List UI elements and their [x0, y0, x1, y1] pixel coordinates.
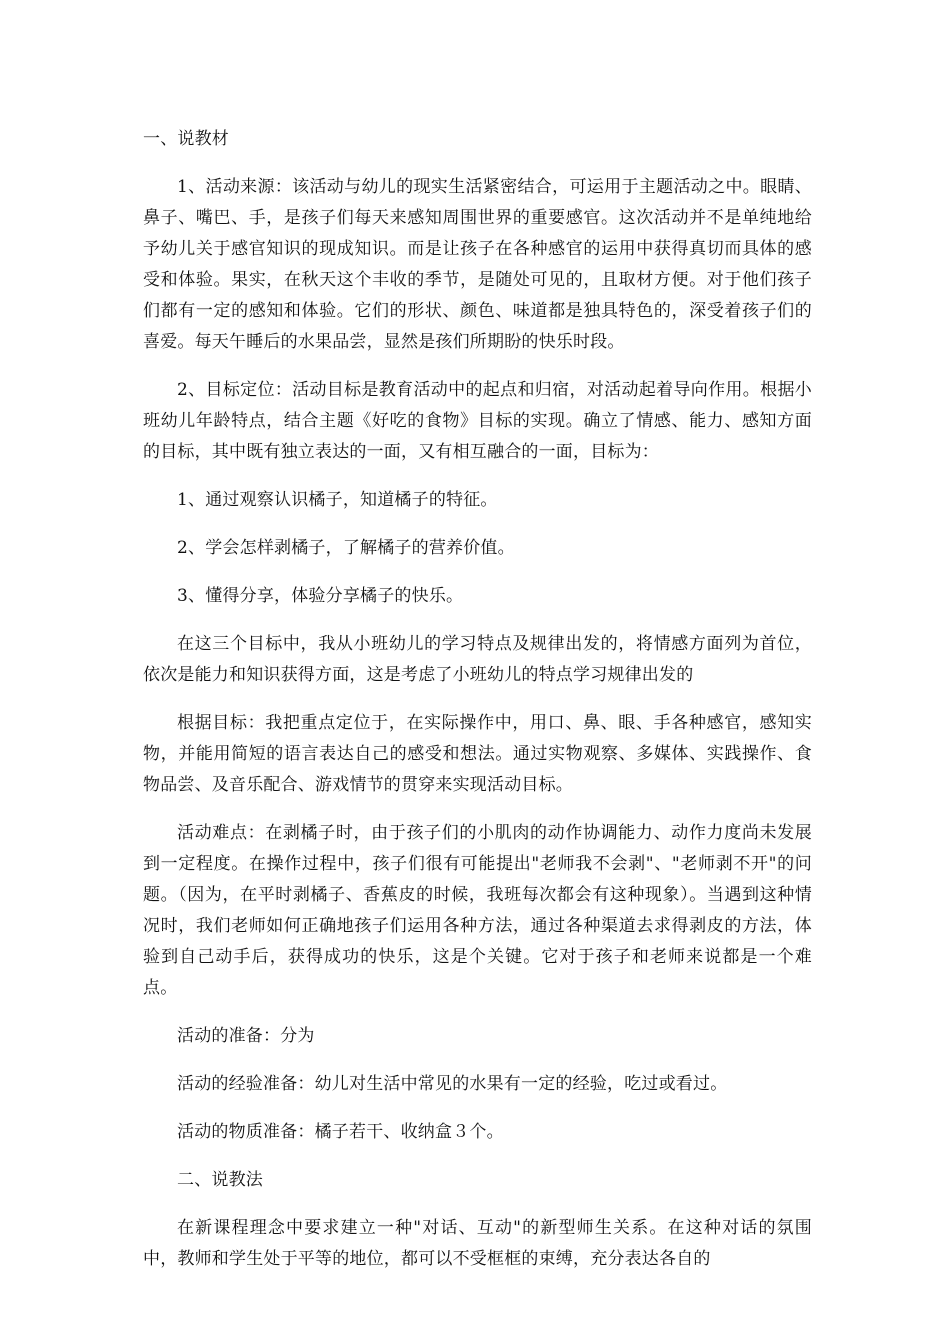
- paragraph-goal-3: 3、懂得分享，体验分享橘子的快乐。: [177, 586, 464, 606]
- section-heading-teaching-method: 二、说教法: [177, 1170, 263, 1190]
- paragraph-difficulty: 活动难点：在剥橘子时，由于孩子们的小肌肉的动作协调能力、动作力度尚未发展到一定程度。在操作过程中，孩子们很有可能提出"老师我不会剥"、"老师剥不开"的问题。（因为，在平时剥橘子、香蕉皮的时候，我班每次都会有这种现象）。当遇到这种情况时，我们老师如何正确地孩子们运用各种方法，通过各种渠道去求得剥皮的方法，体验到自己动手后，获得成功的快乐，这是个关键。它对于孩子和老师来说都是一个难点。: [143, 823, 812, 998]
- paragraph-material-preparation: 活动的物质准备：橘子若干、收纳盒３个。: [177, 1122, 504, 1142]
- paragraph-goal-order: 在这三个目标中，我从小班幼儿的学习特点及规律出发的，将情感方面列为首位，依次是能力和知识获得方面，这是考虑了小班幼儿的特点学习规律出发的: [143, 634, 812, 685]
- paragraph-key-point: 根据目标：我把重点定位于，在实际操作中，用口、鼻、眼、手各种感官，感知实物，并能用简短的语言表达自己的感受和想法。通过实物观察、多媒体、实践操作、食物品尝、及音乐配合、游戏情节的贯穿来实现活动目标。: [143, 713, 812, 795]
- paragraph-goal-positioning: 2、目标定位：活动目标是教育活动中的起点和归宿，对活动起着导向作用。根据小班幼儿年龄特点，结合主题《好吃的食物》目标的实现。确立了情感、能力、感知方面的目标，其中既有独立表达的一面，又有相互融合的一面，目标为：: [143, 380, 812, 462]
- section-heading-teaching-material: 一、说教材: [143, 129, 229, 149]
- paragraph-experience-preparation: 活动的经验准备：幼儿对生活中常见的水果有一定的经验，吃过或看过。: [177, 1074, 728, 1094]
- paragraph-new-curriculum: 在新课程理念中要求建立一种"对话、互动"的新型师生关系。在这种对话的氛围中，教师和学生处于平等的地位，都可以不受框框的束缚，充分表达各自的: [143, 1218, 812, 1269]
- paragraph-goal-1: 1、通过观察认识橘子，知道橘子的特征。: [177, 490, 498, 510]
- paragraph-goal-2: 2、学会怎样剥橘子，了解橘子的营养价值。: [177, 538, 515, 558]
- paragraph-preparation: 活动的准备：分为: [177, 1026, 315, 1046]
- paragraph-activity-source: 1、活动来源：该活动与幼儿的现实生活紧密结合，可运用于主题活动之中。眼睛、鼻子、嘴巴、手，是孩子们每天来感知周围世界的重要感官。这次活动并不是单纯地给予幼儿关于感官知识的现成知识。而是让孩子在各种感官的运用中获得真切而具体的感受和体验。果实，在秋天这个丰收的季节，是随处可见的，且取材方便。对于他们孩子们都有一定的感知和体验。它们的形状、颜色、味道都是独具特色的，深受着孩子们的喜爱。每天午睡后的水果品尝，显然是孩们所期盼的快乐时段。: [143, 177, 812, 352]
